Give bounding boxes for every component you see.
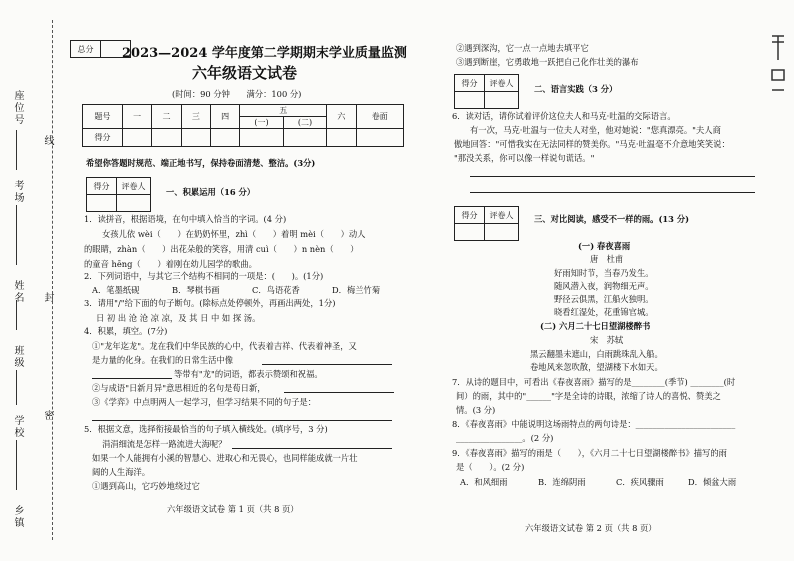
school-line	[16, 440, 17, 490]
seat-number-line	[16, 130, 17, 170]
name-label: 姓名	[12, 280, 23, 304]
seal-char-line: 线	[42, 135, 53, 147]
binding-margin	[0, 0, 62, 561]
seat-number-label: 座位号	[12, 90, 23, 126]
score-table-row-label: 得分	[83, 129, 123, 147]
q9-option-d: D．倾盆大雨	[688, 477, 737, 487]
question-7a: 7．从诗的题目中，可看出《春夜喜雨》描写的是________(季节) ________(时	[452, 377, 736, 387]
poem-2-line-2: 卷地风来忽吹散，望湖楼下水如天。	[530, 362, 663, 372]
section3-heading: 三、对比阅读，感受不一样的雨。(13 分)	[534, 214, 690, 224]
grader-label: 评卷人	[485, 207, 519, 224]
score-table-header-5: 五	[240, 105, 327, 117]
score-table-sub-2: (二)	[283, 117, 326, 129]
question-8b: ________________。(2 分)	[456, 433, 554, 443]
section3-score-cell[interactable]	[455, 224, 485, 241]
score-cell[interactable]	[152, 129, 181, 147]
section2-score-cell[interactable]	[455, 92, 485, 109]
poem-1-title: (一) 春夜喜雨	[578, 241, 631, 251]
class-line	[16, 370, 17, 405]
score-table-header-4: 四	[210, 105, 239, 129]
score-cell[interactable]	[123, 129, 152, 147]
poem-2-title: (二) 六月二十七日望湖楼醉书	[540, 321, 651, 331]
poem-1-line-3: 野径云俱黑，江船火独明。	[554, 294, 654, 304]
poem-2-line-1: 黑云翻墨未遮山，白雨跳珠乱入船。	[530, 349, 663, 359]
q5-answer-line[interactable]	[232, 448, 392, 449]
q2-option-c: C．鸟语花香	[252, 285, 300, 295]
q4-2-answer-line[interactable]	[284, 392, 394, 393]
q6-answer-line-1[interactable]	[470, 176, 755, 177]
question-7c: 情。(3 分)	[456, 405, 496, 415]
question-1: 1．读拼音，根据语境，在句中填入恰当的字词。(4 分)	[84, 214, 287, 224]
total-score-label: 总分	[71, 41, 101, 58]
question-4-3: ③《学弈》中点明两人一起学习，但学习结果不同的句子是：	[92, 397, 317, 407]
section1-heading: 一、积累运用（16 分）	[166, 187, 256, 197]
question-1-line-1: 女孩儿依 wèi（ ）在奶奶怀里，zhì（ ）着明 mèi（ ）动人	[102, 229, 366, 239]
town-label: 乡镇	[12, 505, 23, 529]
q2-option-d: D．梅兰竹菊	[332, 285, 381, 295]
question-4-1c: 等带有"龙"的词语，都表示赞颂和祝福。	[174, 369, 323, 379]
score-cell[interactable]	[240, 129, 283, 147]
question-5-line-1: 涓涓细流是怎样一路流进大海呢？	[102, 439, 227, 449]
question-6-line-3: "那没关系，你可以像一样说句谎话。"	[454, 153, 595, 163]
section1-score-cell[interactable]	[87, 195, 117, 212]
question-1-line-2: 的眼睛，zhàn（ ）出花朵般的笑容，用清 cuì（ ）n nèn（ ）	[84, 244, 359, 254]
question-9a: 9．《春夜喜雨》描写的雨是（ ），《六月二十七日望湖楼醉书》描写的雨	[452, 448, 727, 458]
score-label: 得分	[455, 75, 485, 92]
score-table-header-1: 一	[123, 105, 152, 129]
poem-1-line-4: 晓看红湿处，花重锦官城。	[554, 307, 654, 317]
q9-option-c: C．疾风骤雨	[616, 477, 664, 487]
section2-heading: 二、语言实践（3 分）	[534, 84, 618, 94]
poem-2-author: 宋 苏轼	[590, 335, 624, 345]
school-label: 学校	[12, 415, 23, 439]
question-5-option-3: ③遇到断崖，它勇敢地一跃把自己化作壮美的瀑布	[456, 57, 639, 67]
page-2-footer: 六年级语文试卷 第 2 页（共 8 页）	[525, 523, 657, 533]
scan-mark-icon	[766, 30, 790, 100]
q9-option-b: B．连绵阴雨	[538, 477, 586, 487]
score-table-header-num: 题号	[83, 105, 123, 129]
question-3-sentence: 日 初 出 沧 沧 凉 凉，及 其 日 中 如 探 汤。	[96, 313, 261, 323]
score-table	[82, 104, 404, 147]
page-2	[430, 0, 760, 561]
q6-answer-line-2[interactable]	[470, 192, 755, 193]
score-cell[interactable]	[181, 129, 210, 147]
q4-1-answer-line-2[interactable]	[92, 378, 172, 379]
section3-score-box	[454, 206, 519, 241]
exam-title: 2023—2024 学年度第二学期期末学业质量监测	[122, 46, 407, 61]
writing-note: 希望你答题时规范、端正地书写，保持卷面清楚、整洁。(3分)	[86, 158, 316, 168]
question-6-line-2: 傲地回答："可惜我实在无法同样的赞美你。"马克·吐温毫不介意地笑笑说：	[454, 139, 730, 149]
section1-grader-cell[interactable]	[117, 195, 151, 212]
paper-title: 六年级语文试卷	[192, 64, 298, 82]
score-table-sub-1: (一)	[240, 117, 283, 129]
question-4-1b: 是力量的化身。在我们的日常生活中像	[92, 355, 234, 365]
class-label: 班级	[12, 345, 23, 369]
score-label: 得分	[455, 207, 485, 224]
exam-room-line	[16, 205, 17, 265]
grader-label: 评卷人	[485, 75, 519, 92]
q2-option-a: A．笔墨纸砚	[92, 285, 140, 295]
question-4-2: ②与成语"日新月异"意思相近的名句是荀日新，	[92, 383, 266, 393]
page-1	[62, 0, 407, 561]
score-cell[interactable]	[283, 129, 326, 147]
exam-room-label: 考场	[12, 180, 23, 204]
question-6: 6．读对话，请你试着评价这位夫人和马克·吐温的交际语言。	[452, 111, 676, 121]
section2-grader-cell[interactable]	[485, 92, 519, 109]
score-cell[interactable]	[356, 129, 403, 147]
score-table-header-6: 六	[327, 105, 356, 129]
q4-1-answer-line[interactable]	[262, 364, 392, 365]
score-table-header-3: 三	[181, 105, 210, 129]
question-6-line-1: 有一次，马克·吐温与一位夫人对坐，他对她说："您真漂亮。"夫人商	[470, 125, 721, 135]
poem-1-line-1: 好雨知时节，当春乃发生。	[554, 268, 654, 278]
time-info: (时间：90 分钟 满分：100 分)	[172, 89, 302, 99]
question-8a: 8．《春夜喜雨》中能说明这场雨特点的两句诗是：________________________	[452, 419, 736, 429]
question-1-line-3: 的童音 hēng（ ）着刚在幼儿园学的歌曲。	[84, 259, 257, 269]
question-5-line-2: 如果一个人能拥有小溪的智慧心、进取心和无畏心，也同样能成就一片壮	[92, 453, 358, 463]
section2-score-box	[454, 74, 519, 109]
score-cell[interactable]	[210, 129, 239, 147]
question-2: 2．下列词语中，与其它三个结构不相同的一项是：( )。(1分)	[84, 271, 324, 281]
score-table-header-2: 二	[152, 105, 181, 129]
score-table-header-neatness: 卷面	[356, 105, 403, 129]
question-7b: 间）的雨，其中的"______"字是全诗的诗眼，浓缩了诗人的喜悦、赞美之	[456, 391, 721, 401]
section3-grader-cell[interactable]	[485, 224, 519, 241]
page-1-footer: 六年级语文试卷 第 1 页（共 8 页）	[167, 504, 299, 514]
question-5-option-1: ①遇到高山，它巧妙地绕过它	[92, 481, 200, 491]
poem-1-line-2: 随风潜入夜，润物细无声。	[554, 281, 654, 291]
q4-3-answer-line[interactable]	[92, 420, 392, 421]
question-5-line-3: 阔的人生海洋。	[92, 467, 151, 477]
score-label: 得分	[87, 178, 117, 195]
seal-char-seal: 封	[42, 292, 53, 304]
grader-label: 评卷人	[117, 178, 151, 195]
question-4: 4．积累，填空。(7分)	[84, 326, 168, 336]
question-5: 5．根据文意，选择衔接最恰当的句子填入横线处。(填序号，3 分)	[84, 424, 328, 434]
question-3: 3．请用"/"给下面的句子断句。(除标点处停顿外，再画出两处，1分)	[84, 298, 336, 308]
poem-1-author: 唐 杜甫	[590, 254, 624, 264]
seal-char-secret: 密	[42, 410, 53, 422]
score-cell[interactable]	[327, 129, 356, 147]
question-4-1a: ①"龙年迄龙"。龙在我们中华民族的心中，代表着吉祥、代表着神圣，又	[92, 341, 357, 351]
question-9b: 是（ ）。(2 分)	[456, 462, 525, 472]
q2-option-b: B．琴棋书画	[172, 285, 220, 295]
q9-option-a: A．和风细雨	[460, 477, 508, 487]
name-line	[16, 300, 17, 330]
cut-line	[52, 20, 53, 540]
question-5-option-2: ②遇到深沟，它一点一点地去填平它	[456, 43, 589, 53]
section1-score-box	[86, 177, 151, 212]
